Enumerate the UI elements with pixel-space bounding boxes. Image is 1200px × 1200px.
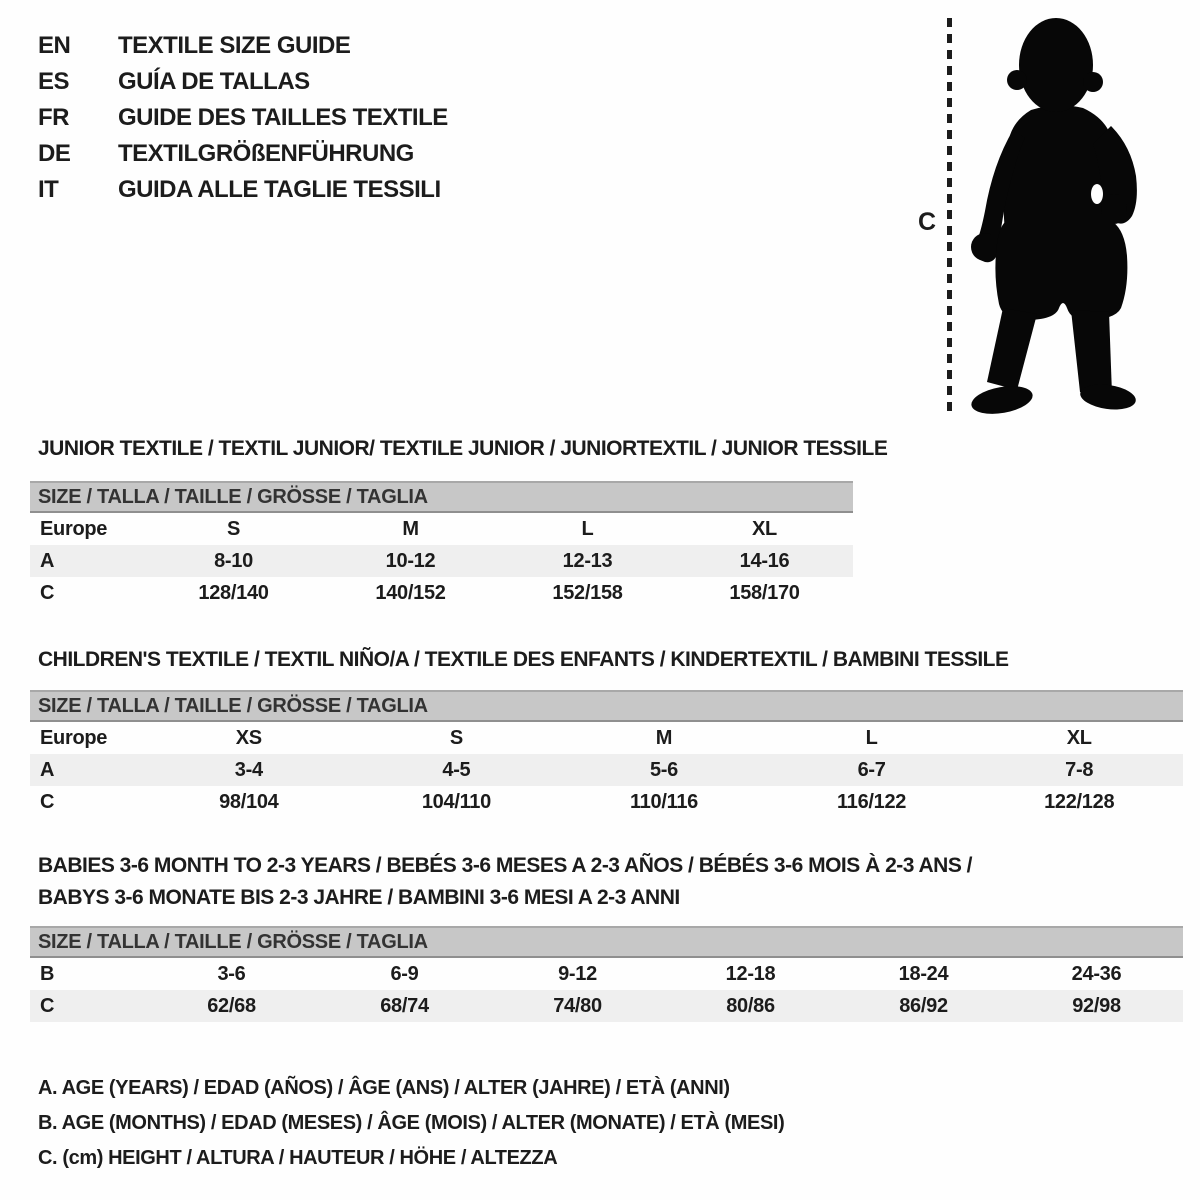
height-cell: 152/158 (552, 581, 623, 604)
section-junior-textile (30, 437, 888, 609)
footnote-height-cm: C. (cm) HEIGHT / ALTURA / HAUTEUR / HÖHE / ALTEZZA (38, 1147, 558, 1169)
height-cell: 122/128 (1044, 790, 1115, 813)
section-title-junior: JUNIOR TEXTILE / TEXTIL JUNIOR/ TEXTILE JUNIOR / JUNIORTEXTIL / JUNIOR TESSILE (38, 437, 888, 460)
height-cell: 92/98 (1072, 994, 1121, 1017)
height-measure-label: C (918, 208, 937, 236)
language-row-de (38, 136, 448, 172)
height-cell: 62/68 (207, 994, 256, 1017)
size-cell: XL (1066, 726, 1092, 749)
guide-title: TEXTILGRÖßENFÜHRUNG (118, 140, 414, 167)
language-row-it (38, 172, 448, 208)
height-cell: 98/104 (219, 790, 279, 813)
age-cell: 3-6 (217, 962, 246, 985)
age-cell: 3-4 (234, 758, 263, 781)
row-label: C (40, 790, 55, 813)
size-cell: XS (235, 726, 262, 749)
table-row-age-months (30, 957, 1183, 990)
toddler-silhouette (963, 16, 1139, 418)
language-row-es (38, 64, 448, 100)
height-cell: 116/122 (837, 790, 907, 813)
size-cell: S (449, 726, 463, 749)
size-cell: L (581, 517, 594, 540)
table-row-age (30, 754, 1183, 786)
row-label: A (40, 549, 55, 572)
size-cell: M (655, 726, 673, 749)
guide-title: GUÍA DE TALLAS (118, 68, 310, 95)
size-table-header: SIZE / TALLA / TAILLE / GRÖSSE / TAGLIA (30, 691, 1183, 721)
junior-size-table (30, 481, 853, 609)
babies-size-table (30, 926, 1183, 1022)
guide-title: GUIDE DES TAILLES TEXTILE (118, 104, 448, 131)
age-cell: 14-16 (739, 549, 790, 572)
age-cell: 4-5 (442, 758, 471, 781)
row-label: B (40, 962, 55, 985)
age-cell: 5-6 (649, 758, 678, 781)
language-row-en (38, 28, 448, 64)
height-cell: 104/110 (421, 790, 491, 813)
age-cell: 10-12 (385, 549, 436, 572)
row-label: C (40, 581, 55, 604)
guide-title: TEXTILE SIZE GUIDE (118, 32, 351, 59)
table-row-age (30, 545, 853, 577)
language-code: IT (38, 176, 59, 203)
section-babies-textile (30, 850, 1183, 1022)
section-children-textile (30, 648, 1183, 818)
table-row-europe (30, 512, 853, 545)
language-row-fr (38, 100, 448, 136)
height-measure-dashed-line (947, 18, 952, 416)
table-row-europe (30, 721, 1183, 754)
height-cell: 110/116 (629, 790, 698, 813)
size-table-header: SIZE / TALLA / TAILLE / GRÖSSE / TAGLIA (30, 927, 1183, 957)
section-title-children: CHILDREN'S TEXTILE / TEXTIL NIÑO/A / TEXTILE DES ENFANTS / KINDERTEXTIL / BAMBINI TESSILE (38, 648, 1009, 671)
age-cell: 6-7 (857, 758, 886, 781)
age-cell: 24-36 (1071, 962, 1122, 985)
height-cell: 80/86 (726, 994, 775, 1017)
age-cell: 6-9 (390, 962, 419, 985)
size-table-header: SIZE / TALLA / TAILLE / GRÖSSE / TAGLIA (30, 482, 853, 512)
row-label: Europe (40, 726, 108, 749)
table-row-height (30, 990, 1183, 1022)
row-label: Europe (40, 517, 108, 540)
height-cell: 74/80 (553, 994, 602, 1017)
language-code: FR (38, 104, 69, 131)
footnote-age-years: A. AGE (YEARS) / EDAD (AÑOS) / ÂGE (ANS) / ALTER (JAHRE) / ETÀ (ANNI) (38, 1077, 730, 1099)
guide-title: GUIDA ALLE TAGLIE TESSILI (118, 176, 441, 203)
table-row-height (30, 577, 853, 609)
size-cell: L (865, 726, 878, 749)
row-label: C (40, 994, 55, 1017)
row-label: A (40, 758, 55, 781)
section-title-babies-line1: BABIES 3-6 MONTH TO 2-3 YEARS / BEBÉS 3-6 MESES A 2-3 AÑOS / BÉBÉS 3-6 MOIS À 2-3 ANS / (38, 854, 973, 877)
language-code: ES (38, 68, 70, 95)
height-cell: 86/92 (899, 994, 948, 1017)
language-code: EN (38, 32, 71, 59)
age-cell: 8-10 (214, 549, 253, 572)
age-cell: 12-18 (725, 962, 776, 985)
age-cell: 12-13 (562, 549, 613, 572)
age-cell: 7-8 (1065, 758, 1094, 781)
size-cell: M (402, 517, 419, 540)
age-cell: 9-12 (558, 962, 597, 985)
height-cell: 68/74 (380, 994, 429, 1017)
height-cell: 158/170 (729, 581, 800, 604)
height-cell: 140/152 (375, 581, 446, 604)
language-code: DE (38, 140, 71, 167)
table-row-height (30, 786, 1183, 818)
footnote-age-months: B. AGE (MONTHS) / EDAD (MESES) / ÂGE (MOIS) / ALTER (MONATE) / ETÀ (MESI) (38, 1112, 785, 1134)
age-cell: 18-24 (898, 962, 949, 985)
language-title-list (38, 28, 448, 208)
section-title-babies-line2: BABYS 3-6 MONATE BIS 2-3 JAHRE / BAMBINI 3-6 MESI A 2-3 ANNI (38, 886, 680, 909)
size-cell: S (226, 517, 241, 540)
section-title-babies (38, 850, 1183, 914)
children-size-table (30, 690, 1183, 818)
height-cell: 128/140 (198, 581, 269, 604)
size-cell: XL (752, 517, 777, 540)
